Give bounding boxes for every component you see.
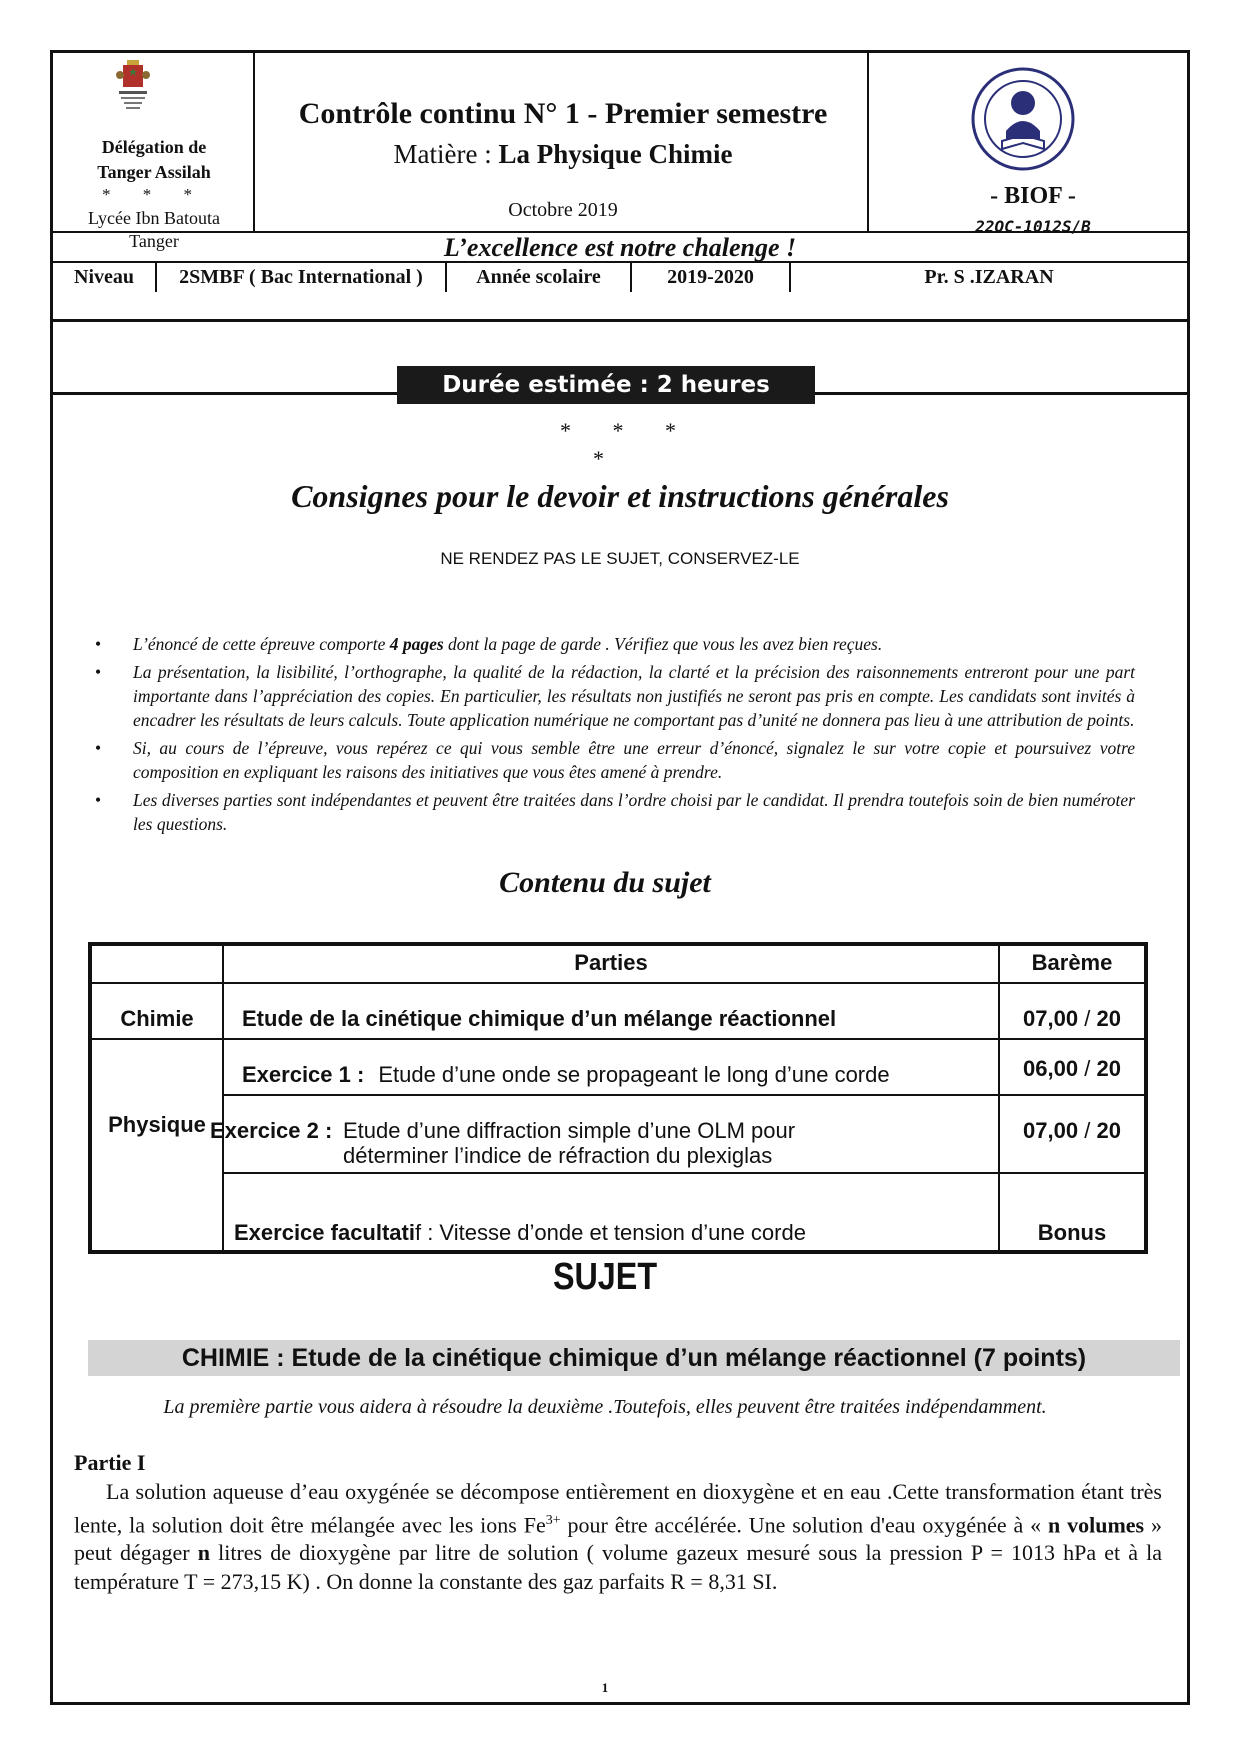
exam-title: Contrôle continu N° 1 - Premier semestre: [298, 97, 828, 130]
exercise-1-score: [1000, 1056, 1144, 1082]
instructions-heading: Consignes pour le devoir et instructions générales: [291, 478, 949, 514]
niveau-label: Niveau: [74, 266, 134, 288]
exercise-2-score: [1000, 1118, 1144, 1144]
rule-text: Si, au cours de l’épreuve, vous repérez ce qui vous semble être une erreur d’énoncé, signalez le sur votre copie et poursuivez votre composition en expliquant les raisons des initiatives que vous êtes amené à prendre.: [133, 738, 1135, 782]
stars-separator: * * *: [102, 185, 206, 204]
divider: [92, 982, 1144, 984]
divider: [253, 53, 255, 233]
row-label-chimie: Chimie: [120, 1006, 194, 1031]
annee-label: Année scolaire: [476, 266, 601, 288]
exam-date: Octobre 2019: [508, 199, 618, 221]
exercise-title: Etude d’une onde se propageant le long d’une corde: [378, 1062, 890, 1087]
optional-exercise-score: Bonus: [1037, 1220, 1107, 1245]
paragraph-text: La solution aqueuse d’eau oxygénée se décompose entièrement en dioxygène et en eau .Cette transformation étant très lente, la solution doit être mélangée avec les ions Fe: [74, 1479, 1162, 1537]
rule-emphasis: 4 pages: [389, 634, 444, 654]
school-logo-icon: [968, 61, 1078, 181]
exercise-2-title: [343, 1118, 973, 1168]
divider: [222, 1094, 1144, 1096]
list-item: [95, 660, 1135, 732]
content-heading: Contenu du sujet: [499, 866, 711, 899]
score-slash: /: [1078, 1006, 1097, 1031]
exercise-title: f : Vitesse d’onde et tension d’une corde: [414, 1220, 806, 1245]
paragraph-text: litres de dioxygène par litre de solution ( volume gazeux mesuré sous la pression P = 1013 hPa et à la température T = 273,15 K) . On donne la constante des gaz parfaits R = 8,31 SI.: [74, 1540, 1162, 1594]
paragraph-emphasis: n: [197, 1540, 210, 1566]
divider: [998, 946, 1000, 1250]
exercise-1: [242, 1062, 982, 1088]
divider: [92, 1038, 1144, 1040]
header-table: [50, 50, 1190, 322]
bullet-icon: •: [95, 634, 102, 654]
bullet-icon: •: [95, 790, 102, 810]
score-total: 20: [1096, 1118, 1121, 1143]
annee-value: 2019-2020: [667, 266, 754, 288]
divider: [222, 946, 224, 1250]
rule-text: L’énoncé de cette épreuve comporte: [133, 634, 390, 654]
col-header-bareme: Barème: [1031, 950, 1113, 975]
exercise-label: Exercice facultati: [234, 1220, 415, 1245]
subject-line: [259, 139, 867, 170]
bullet-icon: •: [95, 662, 102, 682]
rule-line: [50, 392, 400, 395]
score-slash: /: [1078, 1056, 1097, 1081]
school-line: Tanger: [129, 231, 179, 251]
score-total: 20: [1096, 1006, 1121, 1031]
list-item: [95, 632, 1135, 656]
info-row: [53, 263, 1187, 292]
rule-text: Les diverses parties sont indépendantes et peuvent être traitées dans l’ordre choisi par le candidat. Il prendra toutefois soin de bien numéroter les questions.: [133, 790, 1135, 834]
row-label-physique: Physique: [108, 1112, 206, 1137]
niveau-value: 2SMBF ( Bac International ): [179, 266, 423, 288]
list-item: [95, 736, 1135, 784]
school-line: Lycée Ibn Batouta: [88, 208, 220, 228]
score-value: 06,00: [1023, 1056, 1079, 1081]
motto: L’excellence est notre chalenge !: [443, 233, 797, 262]
chimie-title: Etude de la cinétique chimique d’un mélange réactionnel: [242, 1006, 837, 1031]
rule-text: La présentation, la lisibilité, l’orthographe, la qualité de la rédaction, la clarté et la précision des raisonnements entreront pour une part importante dans l’appréciation des copies. En particulier, les résultats non justifiés ne seront pas pris en compte. Les candidats sont invités à encadrer les résultats de leurs calculs. Toute application numérique ne comportant pas d’unité ne donnera pas lieu à une attribution de points.: [133, 662, 1135, 730]
col-header-parties: Parties: [574, 950, 648, 975]
paragraph-text: » peut dégager: [74, 1511, 1162, 1566]
delegation-name: [59, 135, 249, 185]
rule-text: dont la page de garde . Vérifiez que vous les avez bien reçues.: [443, 634, 883, 654]
exercise-title-line: déterminer l’indice de réfraction du plexiglas: [343, 1143, 773, 1168]
exam-code: 22OC-1012S/B: [975, 217, 1091, 236]
divider: [222, 1172, 1144, 1174]
exercise-title-line: Etude d’une diffraction simple d’une OLM pour: [343, 1118, 796, 1143]
subject-value: La Physique Chimie: [498, 139, 733, 169]
chimie-score: [1000, 1006, 1144, 1032]
divider: [867, 53, 869, 233]
exercise-2-label: Exercice 2 :: [210, 1118, 333, 1143]
intro-text: La première partie vous aidera à résoudre la deuxième .Toutefois, elles peuvent être traitées indépendamment.: [163, 1396, 1047, 1418]
content-table: [88, 942, 1148, 1254]
score-total: 20: [1096, 1056, 1121, 1081]
bullet-icon: •: [95, 738, 102, 758]
chimie-section-heading: CHIMIE : Etude de la cinétique chimique d’un mélange réactionnel (7 points): [88, 1340, 1180, 1376]
teacher-name: Pr. S .IZARAN: [924, 266, 1054, 288]
sujet-heading: SUJET: [552, 1256, 658, 1298]
partie-heading: Partie I: [74, 1450, 146, 1475]
morocco-emblem-icon: [115, 59, 151, 121]
exercise-label: Exercice 1 :: [242, 1062, 365, 1087]
optional-exercise: [234, 1220, 994, 1246]
page-number: 1: [601, 1680, 609, 1695]
score-value: 07,00: [1023, 1118, 1079, 1143]
stars-separator: *: [593, 446, 604, 471]
instructions-list: [95, 632, 1135, 840]
subject-label: Matière :: [393, 139, 499, 169]
duration-banner: Durée estimée : 2 heures: [397, 366, 815, 404]
partie-paragraph: [74, 1478, 1162, 1596]
superscript: 3+: [545, 1512, 561, 1528]
rule-line: [812, 392, 1190, 395]
score-value: 07,00: [1023, 1006, 1079, 1031]
stars-separator: * * *: [560, 418, 694, 443]
keep-subject-notice: NE RENDEZ PAS LE SUJET, CONSERVEZ-LE: [440, 549, 800, 568]
paragraph-emphasis: n volumes: [1048, 1511, 1145, 1537]
delegation-line: Tanger Assilah: [97, 162, 211, 182]
section-badge: - BIOF -: [990, 183, 1076, 209]
list-item: [95, 788, 1135, 836]
delegation-line: Délégation de: [101, 137, 207, 157]
paragraph-text: pour être accélérée. Une solution d'eau oxygénée à «: [560, 1511, 1049, 1537]
score-slash: /: [1078, 1118, 1097, 1143]
